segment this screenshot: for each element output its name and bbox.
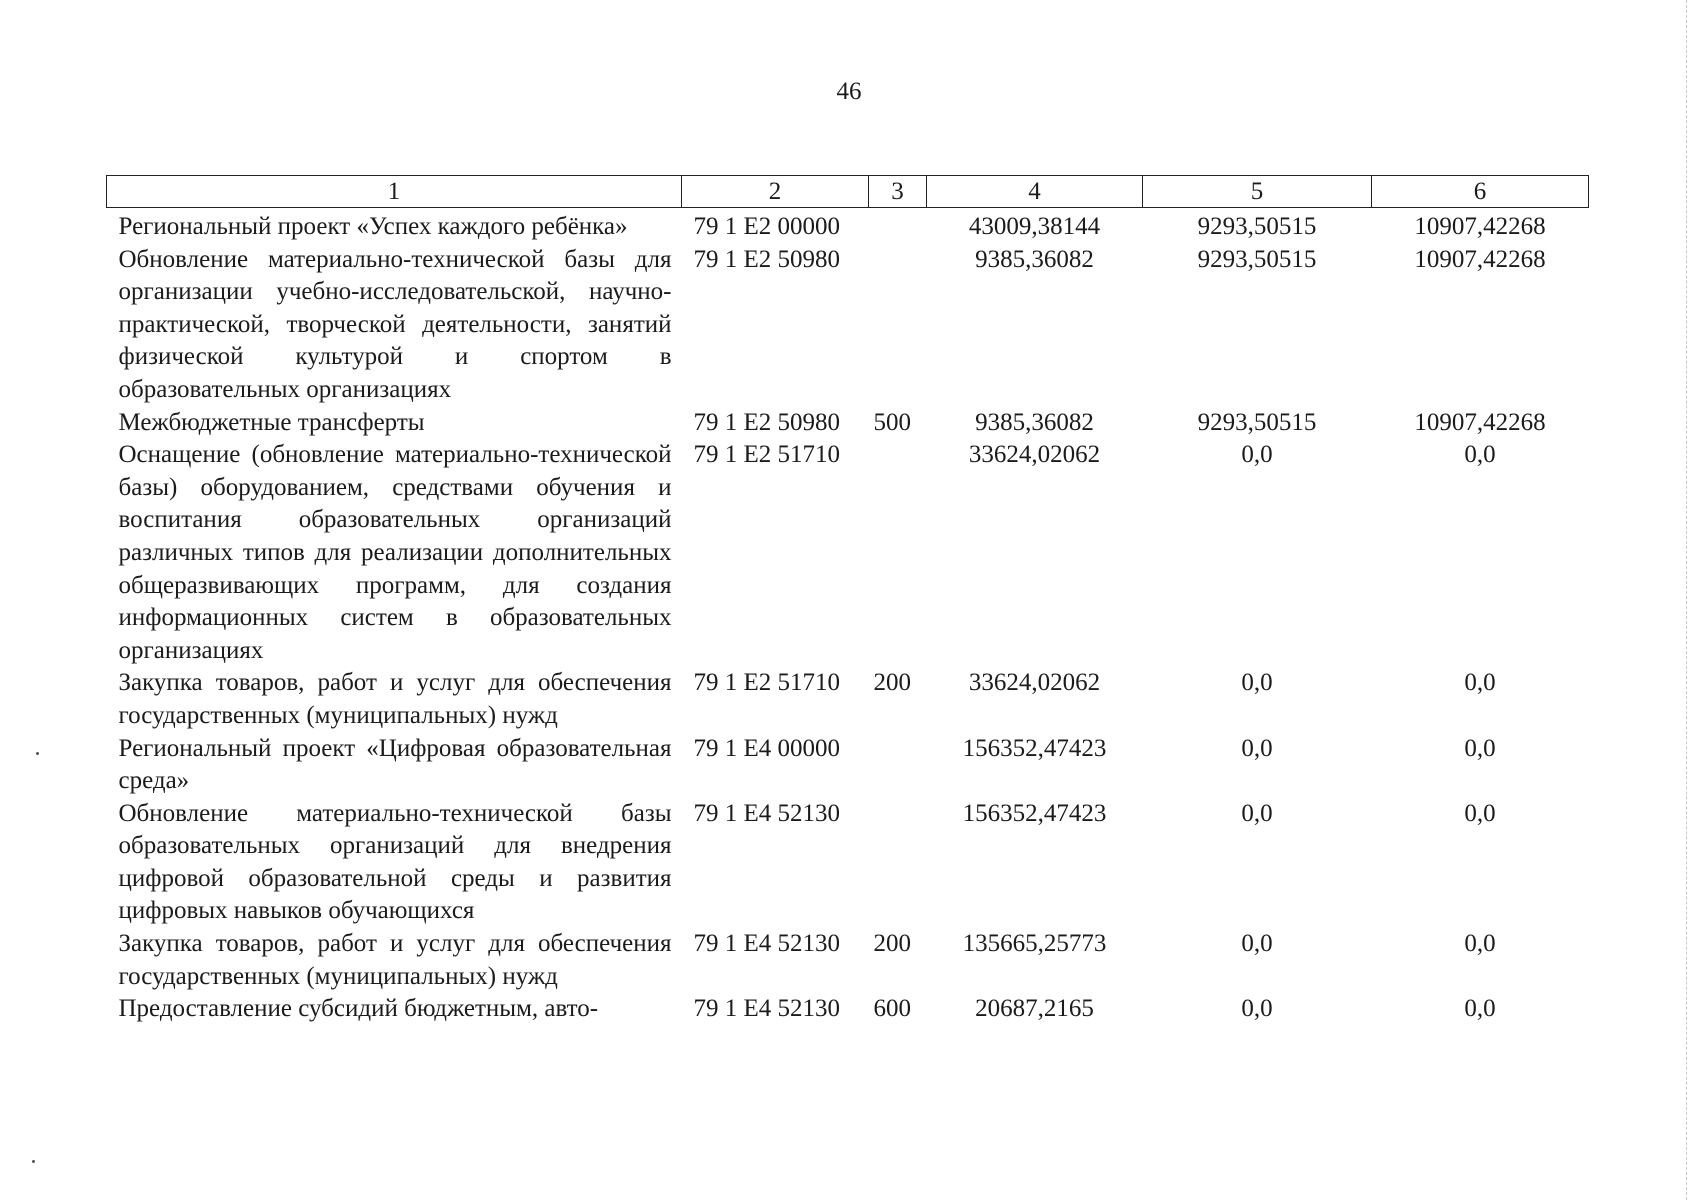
amount-col5: 0,0 [1241,995,1273,1023]
amount-col5: 9293,50515 [1197,213,1317,240]
amount-col5: 9293,50515 [1197,408,1317,436]
expense-type: 600 [873,995,911,1023]
table-row [107,798,1589,928]
classification-code: 79 1 E2 50980 [693,408,841,436]
amount-col6: 10907,42268 [1414,245,1546,273]
scan-edge-mark [1686,0,1688,1200]
expense-type [869,798,927,928]
scan-speck [36,752,39,755]
amount-col6: 0,0 [1464,441,1496,469]
amount-col4: 33624,02062 [968,441,1101,469]
amount-col4: 43009,38144 [968,213,1101,240]
amount-col5: 9293,50515 [1197,245,1317,273]
amount-col4: 135665,25773 [962,930,1107,958]
item-name: Оснащение (обновление материально-технической базы) оборудованием, средствами обучения и воспитания образовательных организаций различных типов для реализации дополнительных общеразвивающих программ, для создания информационных систем в образовательных организациях [118,441,672,664]
amount-col6: 0,0 [1464,930,1496,958]
column-header: 3 [869,176,927,208]
expense-type [869,733,927,798]
table-row [107,244,1589,407]
amount-col6: 0,0 [1464,734,1496,762]
classification-code: 79 1 E2 50980 [693,245,841,273]
expense-type: 200 [873,930,911,958]
classification-code: 79 1 E4 52130 [693,799,841,827]
table-row [107,733,1589,798]
amount-col4: 9385,36082 [975,408,1094,436]
table-row [107,439,1589,667]
amount-col6: 0,0 [1464,995,1496,1023]
expense-type [869,439,927,667]
expense-type [869,208,927,244]
amount-col5: 0,0 [1241,734,1273,762]
amount-col4: 156352,47423 [962,799,1107,827]
amount-col4: 156352,47423 [962,734,1107,762]
classification-code: 79 1 E4 52130 [693,995,841,1023]
amount-col6: 10907,42268 [1414,408,1546,436]
amount-col5: 0,0 [1241,441,1273,469]
column-number-row [107,176,1589,208]
classification-code: 79 1 E2 00000 [693,213,841,240]
classification-code: 79 1 E4 00000 [693,734,841,762]
classification-code: 79 1 E2 51710 [693,441,841,469]
amount-col6: 0,0 [1464,799,1496,827]
budget-table [106,175,1589,1026]
column-header: 6 [1372,176,1589,208]
amount-col6: 0,0 [1464,669,1496,697]
column-header: 4 [927,176,1143,208]
table-row [107,208,1589,244]
scan-speck [32,1160,35,1163]
item-name: Региональный проект «Цифровая образовательная среда» [118,734,672,795]
amount-col4: 9385,36082 [975,245,1094,273]
amount-col5: 0,0 [1241,930,1273,958]
amount-col6: 10907,42268 [1414,213,1546,240]
item-name: Обновление материально-технической базы образовательных организаций для внедрения цифровой образовательной среды и развития цифровых навыков обучающихся [118,799,672,925]
amount-col4: 20687,2165 [975,995,1094,1023]
table-row [107,407,1589,440]
table-row [107,928,1589,993]
item-name: Обновление материально-технической базы для организации учебно-исследовательской, научно-практической, творческой деятельности, занятий физической культурой и спортом в образовательных организациях [118,245,672,403]
page-number: 46 [836,78,862,105]
table-row [107,993,1589,1026]
column-header: 1 [107,176,682,208]
classification-code: 79 1 E4 52130 [693,930,841,958]
item-name: Межбюджетные трансферты [118,408,425,436]
item-name: Закупка товаров, работ и услуг для обеспечения государственных (муниципальных) нужд [118,669,672,729]
item-name: Региональный проект «Успех каждого ребёнка» [118,213,628,240]
expense-type: 500 [873,408,911,436]
item-name: Предоставление субсидий бюджетным, авто- [118,995,599,1023]
classification-code: 79 1 E2 51710 [693,669,841,697]
column-header: 2 [682,176,869,208]
item-name: Закупка товаров, работ и услуг для обеспечения государственных (муниципальных) нужд [118,930,672,990]
column-header: 5 [1143,176,1372,208]
expense-type [869,244,927,407]
amount-col4: 33624,02062 [968,669,1101,697]
table-row [107,667,1589,732]
amount-col5: 0,0 [1241,799,1273,827]
amount-col5: 0,0 [1241,669,1273,697]
expense-type: 200 [873,669,911,697]
